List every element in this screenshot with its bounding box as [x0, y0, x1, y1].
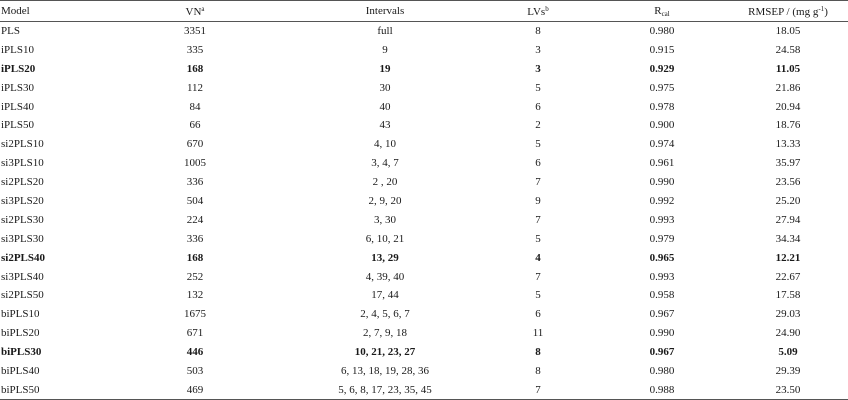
cell-model: si3PLS30	[1, 232, 44, 245]
table-row	[0, 362, 848, 381]
cell-lvs: 11	[532, 327, 544, 340]
cell-model: iPLS30	[1, 81, 35, 94]
cell-vn: 168	[186, 62, 204, 75]
header-vn	[100, 1, 290, 22]
header-rcal	[596, 1, 728, 22]
cell-lvs: 5	[535, 81, 541, 94]
cell-lvs: 5	[535, 138, 541, 151]
cell-rcal: 0.980	[649, 364, 675, 377]
cell-model: biPLS40	[1, 364, 40, 377]
cell-model: PLS	[1, 25, 20, 38]
cell-lvs: 3	[535, 62, 541, 75]
cell-rcal: 0.958	[649, 289, 675, 302]
table-row	[0, 173, 848, 192]
table-row	[0, 59, 848, 78]
cell-rmsep: 12.21	[775, 251, 801, 264]
cell-vn: 224	[186, 213, 204, 226]
header-rmsep-close: )	[824, 5, 828, 18]
cell-vn: 503	[186, 364, 204, 377]
cell-vn: 252	[186, 270, 204, 283]
cell-rcal: 0.900	[649, 119, 675, 132]
cell-rmsep: 13.33	[775, 138, 801, 151]
cell-rcal: 0.975	[649, 81, 675, 94]
header-lvs-footnote: b	[545, 4, 549, 13]
cell-intervals: 40	[379, 100, 391, 113]
cell-rmsep: 20.94	[775, 100, 801, 113]
table-row	[0, 40, 848, 59]
cell-vn: 671	[186, 327, 204, 340]
cell-rcal: 0.990	[649, 327, 675, 340]
cell-model: iPLS20	[1, 62, 36, 75]
table-row	[0, 267, 848, 286]
cell-lvs: 4	[535, 251, 541, 264]
cell-lvs: 7	[535, 270, 541, 283]
cell-vn: 504	[186, 194, 204, 207]
cell-lvs: 7	[535, 176, 541, 189]
cell-rcal: 0.992	[649, 194, 675, 207]
table-row	[0, 210, 848, 229]
cell-lvs: 5	[535, 289, 541, 302]
header-intervals: Intervals	[290, 1, 480, 22]
cell-intervals: 6, 13, 18, 19, 28, 36	[341, 364, 429, 377]
cell-rcal: 0.980	[649, 25, 675, 38]
cell-rmsep: 25.20	[775, 194, 801, 207]
cell-vn: 168	[186, 251, 204, 264]
cell-vn: 446	[186, 346, 204, 359]
cell-intervals: 4, 10	[374, 138, 396, 151]
header-vn-footnote: a	[201, 4, 205, 13]
cell-vn: 335	[186, 43, 204, 56]
cell-rcal: 0.993	[649, 270, 675, 283]
cell-model: si2PLS40	[1, 251, 46, 264]
table-row	[0, 97, 848, 116]
cell-model: si2PLS10	[1, 138, 44, 151]
cell-rmsep: 18.76	[775, 119, 801, 132]
cell-lvs: 3	[535, 43, 541, 56]
header-rcal-label: R	[654, 4, 662, 17]
cell-intervals: 6, 10, 21	[365, 232, 405, 245]
cell-vn: 3351	[184, 25, 206, 38]
cell-rmsep: 34.34	[775, 232, 801, 245]
cell-model: si3PLS20	[1, 194, 44, 207]
cell-rmsep: 23.56	[775, 176, 801, 189]
cell-lvs: 6	[535, 157, 541, 170]
cell-lvs: 7	[480, 380, 596, 399]
cell-rmsep: 5.09	[778, 346, 798, 359]
cell-intervals: 9	[382, 43, 388, 56]
cell-lvs: 8	[535, 25, 541, 38]
cell-rmsep: 35.97	[775, 157, 801, 170]
cell-lvs: 6	[535, 308, 541, 321]
cell-vn: 112	[186, 81, 204, 94]
cell-model: biPLS10	[1, 308, 40, 321]
header-lvs-label: LVs	[527, 5, 546, 18]
cell-rcal: 0.929	[649, 62, 675, 75]
cell-intervals: 30	[379, 81, 391, 94]
table-row	[0, 343, 848, 362]
table-header	[0, 1, 848, 22]
cell-intervals: 5, 6, 8, 17, 23, 35, 45	[290, 380, 480, 399]
cell-intervals: 2, 4, 5, 6, 7	[360, 308, 410, 321]
cell-intervals: 17, 44	[371, 289, 399, 302]
cell-lvs: 8	[535, 364, 541, 377]
cell-intervals: 2, 7, 9, 18	[363, 327, 407, 340]
header-model: Model	[0, 1, 100, 22]
cell-rcal: 0.965	[649, 251, 675, 264]
cell-lvs: 2	[535, 119, 541, 132]
cell-rmsep: 29.39	[775, 364, 801, 377]
cell-model: biPLS30	[1, 346, 42, 359]
header-row	[0, 1, 848, 22]
cell-lvs: 8	[535, 346, 541, 359]
header-rmsep-label: RMSEP / (mg g	[748, 5, 819, 18]
cell-model: si2PLS20	[1, 176, 44, 189]
cell-rmsep: 27.94	[775, 213, 801, 226]
cell-rmsep: 18.05	[775, 25, 801, 38]
cell-rcal: 0.961	[649, 157, 675, 170]
table-row	[0, 154, 848, 173]
cell-vn: 1675	[184, 308, 206, 321]
cell-model: si3PLS10	[1, 157, 44, 170]
cell-rmsep: 11.05	[775, 62, 801, 75]
table-row	[0, 286, 848, 305]
table-row	[0, 380, 848, 399]
cell-rmsep: 29.03	[775, 308, 801, 321]
table-row	[0, 192, 848, 211]
cell-model: iPLS40	[1, 100, 35, 113]
cell-vn: 469	[100, 380, 290, 399]
cell-lvs: 7	[535, 213, 541, 226]
cell-rcal: 0.967	[649, 346, 675, 359]
cell-intervals: 43	[379, 119, 391, 132]
cell-intervals: 10, 21, 23, 27	[354, 346, 416, 359]
cell-model: iPLS10	[1, 43, 35, 56]
cell-vn: 84	[189, 100, 201, 113]
header-vn-label: VN	[185, 5, 202, 18]
cell-rmsep: 24.58	[775, 43, 801, 56]
cell-model: si3PLS40	[1, 270, 44, 283]
header-rcal-subscript: cal	[661, 9, 670, 18]
cell-rcal: 0.979	[649, 232, 675, 245]
cell-intervals: 2 , 20	[372, 176, 398, 189]
cell-rcal: 0.978	[649, 100, 675, 113]
cell-rcal: 0.988	[596, 380, 728, 399]
cell-intervals: 13, 29	[371, 251, 399, 264]
header-rmsep	[728, 1, 848, 22]
table-row	[0, 116, 848, 135]
table-row	[0, 135, 848, 154]
cell-rcal: 0.993	[649, 213, 675, 226]
cell-model: biPLS20	[1, 327, 40, 340]
cell-rcal: 0.967	[649, 308, 675, 321]
cell-intervals: full	[377, 25, 393, 38]
cell-model: si2PLS50	[1, 289, 44, 302]
cell-intervals: 2, 9, 20	[368, 194, 402, 207]
cell-rmsep: 21.86	[775, 81, 801, 94]
cell-vn: 670	[186, 138, 204, 151]
cell-rmsep: 22.67	[775, 270, 801, 283]
header-lvs	[480, 1, 596, 22]
header-rmsep-exponent: -1	[818, 4, 825, 13]
cell-intervals: 3, 4, 7	[371, 157, 399, 170]
cell-lvs: 5	[535, 232, 541, 245]
cell-model: si2PLS30	[1, 213, 44, 226]
cell-model: biPLS50	[0, 380, 100, 399]
cell-rcal: 0.974	[649, 138, 675, 151]
table-body	[0, 22, 848, 400]
table-row	[0, 78, 848, 97]
cell-vn: 132	[186, 289, 204, 302]
cell-rcal: 0.990	[649, 176, 675, 189]
cell-vn: 66	[189, 119, 201, 132]
cell-rmsep: 24.90	[775, 327, 801, 340]
cell-vn: 336	[186, 176, 204, 189]
cell-model: iPLS50	[1, 119, 35, 132]
cell-rmsep: 17.58	[775, 289, 801, 302]
table-row	[0, 22, 848, 41]
cell-intervals: 19	[379, 62, 391, 75]
cell-rmsep: 23.50	[728, 380, 848, 399]
cell-vn: 1005	[184, 157, 206, 170]
cell-intervals: 3, 30	[374, 213, 396, 226]
cell-rcal: 0.915	[649, 43, 675, 56]
table-row	[0, 305, 848, 324]
cell-intervals: 4, 39, 40	[365, 270, 405, 283]
table-row	[0, 248, 848, 267]
cell-lvs: 9	[535, 194, 541, 207]
table-row	[0, 324, 848, 343]
table-row	[0, 229, 848, 248]
cell-vn: 336	[186, 232, 204, 245]
cell-lvs: 6	[535, 100, 541, 113]
